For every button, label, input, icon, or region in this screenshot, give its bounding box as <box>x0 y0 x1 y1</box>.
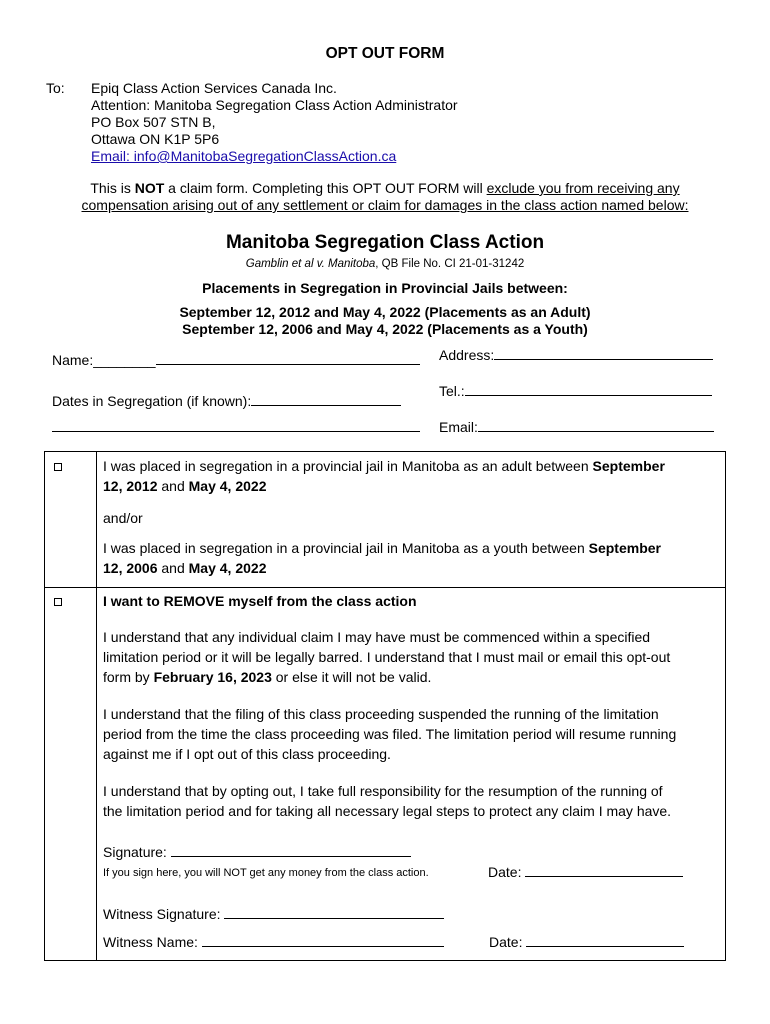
court-file-number: , QB File No. CI 21-01-31242 <box>375 258 525 270</box>
adult-placement-statement <box>103 456 715 477</box>
limitation-paragraph-line-1: I understand that any individual claim I may have must be commenced within a specified <box>103 629 651 645</box>
opt-out-deadline: February 16, 2023 <box>153 669 272 685</box>
suspension-paragraph-line-3: against me if I opt out of this class proceeding. <box>103 746 391 762</box>
adult-start-month: September <box>592 458 665 474</box>
placement-checkbox[interactable] <box>54 463 62 471</box>
notice-text-2: a claim form. Completing this OPT OUT FORM will <box>164 180 487 196</box>
remove-checkbox[interactable] <box>54 598 62 606</box>
adult-and: and <box>157 478 189 494</box>
youth-placement-statement <box>103 538 715 559</box>
email-label: Email: <box>439 419 478 435</box>
adult-start-date: 12, 2012 <box>103 478 158 494</box>
recipient-line-3: PO Box 507 STN B, <box>91 114 216 130</box>
youth-and: and <box>157 560 189 576</box>
row-divider <box>44 587 725 588</box>
email-field[interactable] <box>439 419 714 436</box>
witness-name-field[interactable] <box>103 934 444 951</box>
case-style: Gamblin et al v. Manitoba <box>245 258 376 270</box>
limitation-paragraph-line-3 <box>103 667 715 688</box>
telephone-blank[interactable] <box>465 383 712 396</box>
adult-placement-statement-2 <box>103 476 715 497</box>
to-label: To: <box>46 80 65 96</box>
dates-label: Dates in Segregation (if known): <box>52 393 252 409</box>
signature-label: Signature: <box>103 844 167 860</box>
signature-date-label: Date: <box>488 864 522 880</box>
witness-signature-label: Witness Signature: <box>103 906 221 922</box>
adult-end-date: May 4, 2022 <box>188 478 267 494</box>
youth-start-date: 12, 2006 <box>103 560 158 576</box>
recipient-line-1: Epiq Class Action Services Canada Inc. <box>91 80 337 96</box>
notice-exclusion-1: exclude you from receiving any <box>486 180 680 196</box>
and-or-text: and/or <box>103 510 143 526</box>
notice-exclusion-2: compensation arising out of any settlement or claim for damages in the class action named below: <box>81 197 689 213</box>
notice-line-1 <box>0 180 770 197</box>
witness-signature-blank[interactable] <box>224 906 444 919</box>
responsibility-paragraph-line-2: the limitation period and for taking all necessary legal steps to protect any claim I may have. <box>103 803 672 819</box>
name-label: Name:________ <box>52 352 156 368</box>
witness-date-field[interactable] <box>489 934 684 951</box>
administrator-email-link[interactable]: Email: info@ManitobaSegregationClassAction.ca <box>91 148 397 164</box>
adult-statement-text: I was placed in segregation in a provincial jail in Manitoba as an adult between <box>103 458 593 474</box>
case-citation <box>0 257 770 271</box>
dates-field[interactable] <box>52 393 401 410</box>
deadline-text-2: or else it will not be valid. <box>271 669 432 685</box>
signature-blank[interactable] <box>171 844 411 857</box>
notice-text: This is <box>90 180 135 196</box>
witness-date-blank[interactable] <box>526 934 684 947</box>
address-field[interactable] <box>439 347 713 364</box>
suspension-paragraph-line-1: I understand that the filing of this class proceeding suspended the running of the limitation <box>103 706 659 722</box>
telephone-field[interactable] <box>439 383 712 400</box>
recipient-line-4: Ottawa ON K1P 5P6 <box>91 131 220 147</box>
signature-field[interactable] <box>103 844 411 861</box>
address-blank[interactable] <box>494 347 713 360</box>
adult-placement-range: September 12, 2012 and May 4, 2022 (Placements as an Adult) <box>179 304 591 320</box>
responsibility-paragraph-line-1: I understand that by opting out, I take full responsibility for the resumption of the running of <box>103 783 663 799</box>
placements-heading: Placements in Segregation in Provincial Jails between: <box>202 280 568 296</box>
address-label: Address: <box>439 347 495 363</box>
youth-placement-range: September 12, 2006 and May 4, 2022 (Placements as a Youth) <box>182 321 588 337</box>
witness-name-label: Witness Name: <box>103 934 198 950</box>
telephone-label: Tel.: <box>439 383 465 399</box>
witness-date-label: Date: <box>489 934 523 950</box>
recipient-line-2: Attention: Manitoba Segregation Class Action Administrator <box>91 97 458 113</box>
name-field[interactable] <box>52 352 420 369</box>
remove-heading: I want to REMOVE myself from the class action <box>103 593 417 609</box>
notice-not: NOT <box>134 180 165 196</box>
witness-signature-field[interactable] <box>103 906 444 923</box>
signature-warning: If you sign here, you will NOT get any money from the class action. <box>103 867 429 879</box>
suspension-paragraph-line-2: period from the time the class proceeding was filed. The limitation period will resume running <box>103 726 677 742</box>
youth-statement-text: I was placed in segregation in a provincial jail in Manitoba as a youth between <box>103 540 589 556</box>
youth-placement-statement-2 <box>103 558 715 579</box>
dates-blank[interactable] <box>251 393 401 406</box>
dates-blank-line-2[interactable] <box>52 431 420 432</box>
form-title: OPT OUT FORM <box>325 45 445 62</box>
column-divider <box>96 451 97 960</box>
notice-line-2 <box>0 197 770 214</box>
youth-start-month: September <box>588 540 661 556</box>
name-blank[interactable] <box>156 352 420 365</box>
deadline-text: form by <box>103 669 154 685</box>
signature-date-field[interactable] <box>488 864 683 881</box>
witness-name-blank[interactable] <box>202 934 444 947</box>
case-heading: Manitoba Segregation Class Action <box>225 232 545 253</box>
signature-date-blank[interactable] <box>525 864 683 877</box>
limitation-paragraph-line-2: limitation period or it will be legally barred. I understand that I must mail or email this opt-out <box>103 649 671 665</box>
youth-end-date: May 4, 2022 <box>188 560 267 576</box>
email-blank[interactable] <box>478 419 714 432</box>
